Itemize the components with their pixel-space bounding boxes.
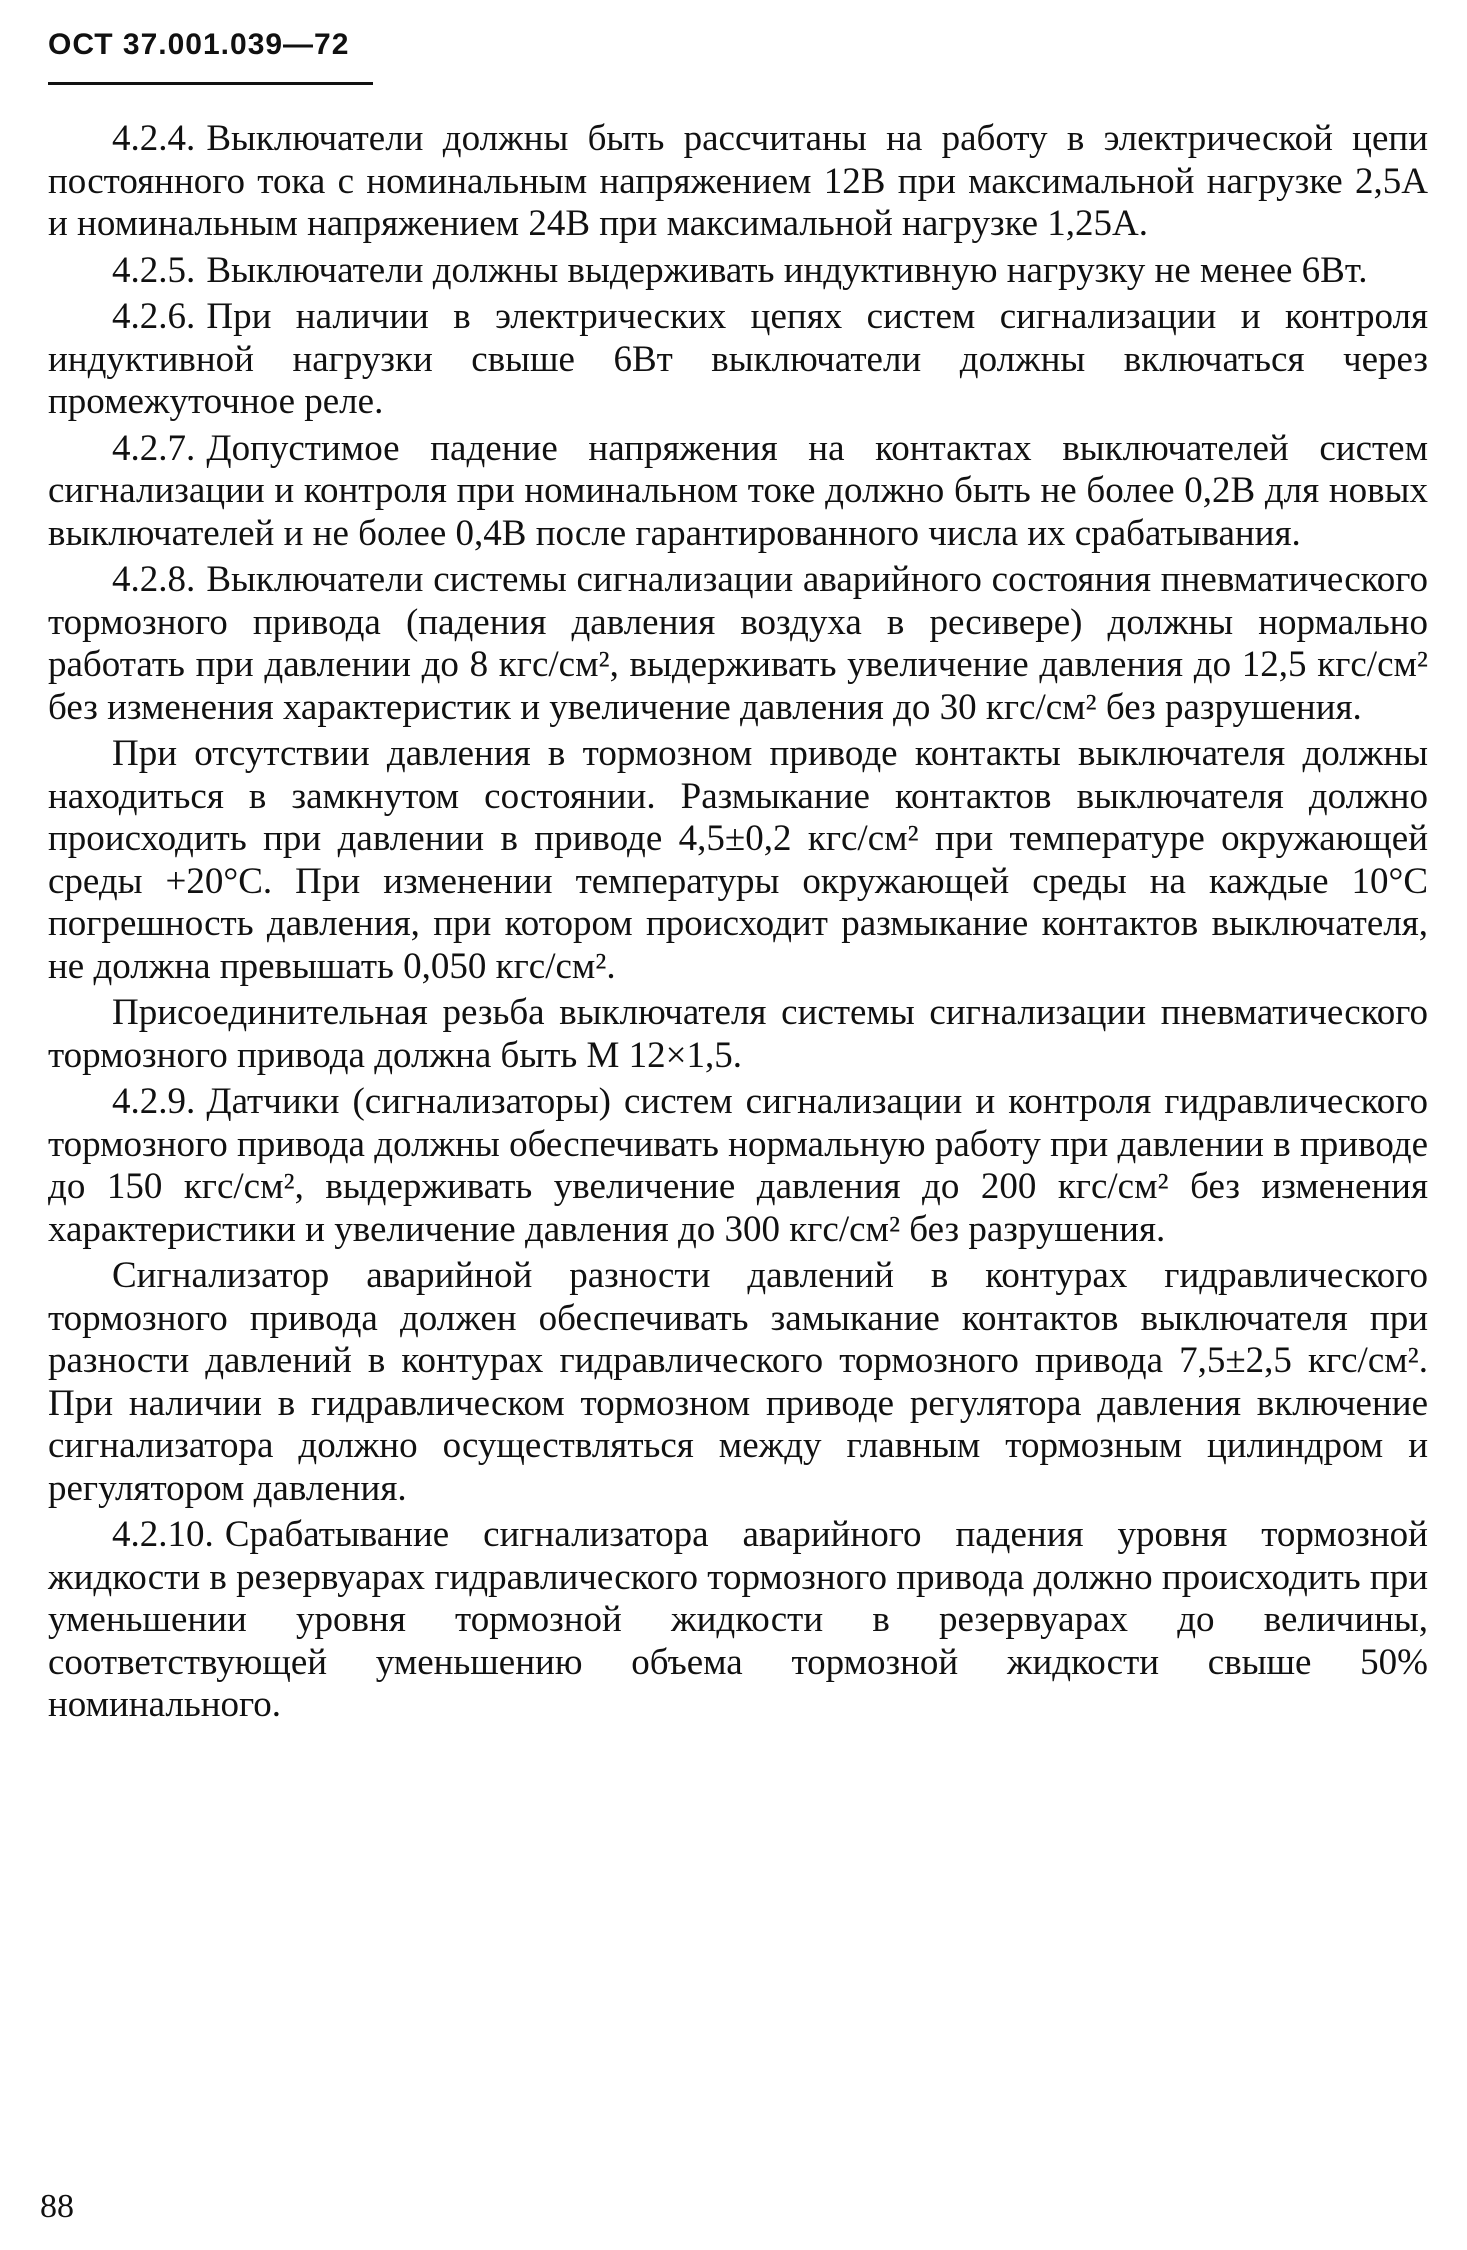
paragraph-4-2-8 <box>48 559 1428 729</box>
document-body <box>48 118 1428 1731</box>
paragraph-text: Присоединительная резьба выключателя системы сигнализации пневматического тормозного привода должна быть М 12×1,5. <box>48 992 1428 1076</box>
paragraph-4-2-9-differential <box>48 1255 1428 1510</box>
paragraph-text: Выключатели должны выдерживать индуктивную нагрузку не менее 6Вт. <box>206 249 1368 291</box>
paragraph-4-2-10 <box>48 1514 1428 1727</box>
paragraph-4-2-7 <box>48 428 1428 556</box>
paragraph-text: Срабатывание сигнализатора аварийного падения уровня тормозной жидкости в резервуарах гидравлического тормозного привода должно происходить при уменьшении уровня тормозной жидкости в резервуарах до величины, соответствующей уменьшению объема тормозной жидкости свыше 50% номинального. <box>48 1514 1428 1725</box>
paragraph-4-2-5 <box>48 250 1428 293</box>
clause-number: 4.2.10. <box>112 1514 214 1555</box>
clause-number: 4.2.8. <box>112 559 196 600</box>
paragraph-text: Выключатели системы сигнализации аварийного состояния пневматического тормозного привода (падения давления воздуха в ресивере) должны нормально работать при давлении до 8 кгс/см², выдерживать увеличение давления до 12,5 кгс/см² без изменения характеристик и увеличение давления до 30 кгс/см² без разрушения. <box>48 559 1428 728</box>
clause-number: 4.2.5. <box>112 249 196 291</box>
paragraph-text: Допустимое падение напряжения на контактах выключателей систем сигнализации и контроля при номинальном токе должно быть не более 0,2В для новых выключателей и не более 0,4В после гарантированного числа их срабатывания. <box>48 427 1428 554</box>
header-rule <box>48 82 373 85</box>
paragraph-text: Датчики (сигнализаторы) систем сигнализации и контроля гидравлического тормозного привода должны обеспечивать нормальную работу при давлении в приводе до 150 кгс/см², выдерживать увеличение давления до 200 кгс/см² без изменения характеристики и увеличение давления до 300 кгс/см² без разрушения. <box>48 1081 1428 1250</box>
paragraph-4-2-8-contacts <box>48 733 1428 988</box>
paragraph-text: При наличии в электрических цепях систем сигнализации и контроля индуктивной нагрузки свыше 6Вт выключатели должны включаться через промежуточное реле. <box>48 296 1428 422</box>
clause-number: 4.2.9. <box>112 1081 196 1122</box>
paragraph-4-2-6 <box>48 296 1428 424</box>
paragraph-text: Выключатели должны быть рассчитаны на работу в электрической цепи постоянного тока с номинальным напряжением 12В при максимальной нагрузке 2,5А и номинальным напряжением 24В при максимальной нагрузке 1,25А. <box>48 118 1428 244</box>
standard-designation: ОСТ 37.001.039—72 <box>48 28 350 61</box>
clause-number: 4.2.6. <box>112 296 196 337</box>
clause-number: 4.2.4. <box>112 118 196 159</box>
clause-number: 4.2.7. <box>112 427 196 469</box>
page-number: 88 <box>40 2188 74 2225</box>
paragraph-text: При отсутствии давления в тормозном приводе контакты выключателя должны находиться в замкнутом состоянии. Размыкание контактов выключателя должно происходить при давлении в приводе 4,5±0,2 кгс/см² при температуре окружающей среды +20°С. При изменении температуры окружающей среды на каждые 10°С погрешность давления, при котором происходит размыкание контактов выключателя, не должна превышать 0,050 кгс/см². <box>48 733 1428 987</box>
paragraph-text: Сигнализатор аварийной разности давлений в контурах гидравлического тормозного привода должен обеспечивать замыкание контактов выключателя при разности давлений в контурах гидравлического тормозного привода 7,5±2,5 кгс/см². При наличии в гидравлическом тормозном приводе регулятора давления включение сигнализатора должно осуществляться между главным тормозным цилиндром и регулятором давления. <box>48 1255 1428 1509</box>
paragraph-4-2-9 <box>48 1081 1428 1251</box>
paragraph-4-2-4 <box>48 118 1428 246</box>
paragraph-4-2-8-thread <box>48 992 1428 1077</box>
